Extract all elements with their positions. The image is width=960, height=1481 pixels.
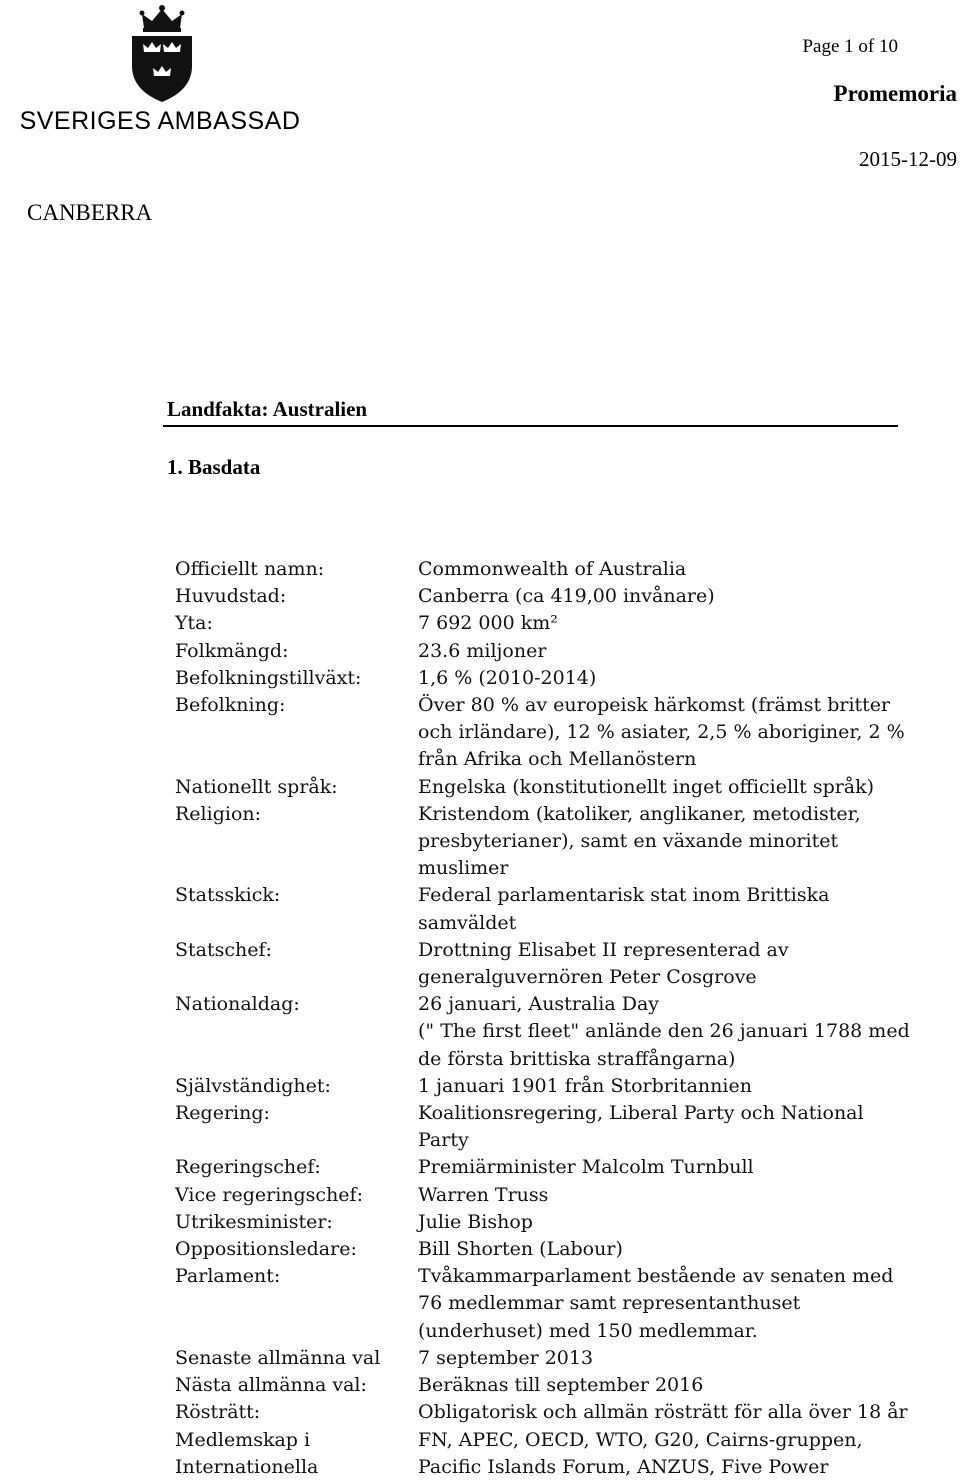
fact-row: [175, 1018, 915, 1072]
fact-value: Canberra (ca 419,00 invånare): [418, 585, 715, 608]
fact-row: [175, 1372, 915, 1399]
fact-row: [175, 801, 915, 883]
fact-value: Över 80 % av europeisk härkomst (främst britter och irländare), 12 % asiater, 2,5 % aboriginer, 2 % från Afrika och Mellanöstern: [418, 694, 905, 771]
fact-value: (" The first fleet" anlände den 26 januari 1788 med de första brittiska straffångarna): [418, 1020, 910, 1070]
fact-value: 7 september 2013: [418, 1346, 594, 1369]
fact-label: Vice regeringschef:: [175, 1183, 363, 1206]
fact-row: [175, 991, 915, 1018]
fact-value: Drottning Elisabet II representerad av generalguvernören Peter Cosgrove: [418, 938, 789, 989]
fact-value: Commonwealth of Australia: [418, 558, 687, 580]
city-name: CANBERRA: [27, 200, 153, 225]
fact-label: Nästa allmänna val:: [175, 1374, 367, 1397]
fact-label: Regering:: [175, 1102, 270, 1125]
facts-table: [175, 556, 915, 1481]
fact-value: 1 januari 1901 från Storbritannien: [418, 1074, 752, 1097]
page-title: Landfakta: Australien: [167, 397, 368, 421]
fact-row: [175, 665, 915, 692]
fact-row: [175, 1427, 915, 1481]
fact-row: [175, 1345, 915, 1372]
embassy-logo: [14, 4, 304, 136]
fact-label: Nationellt språk:: [175, 775, 338, 798]
fact-label: Yta:: [175, 612, 213, 635]
fact-label: Folkmängd:: [175, 639, 289, 662]
fact-value: Bill Shorten (Labour): [418, 1238, 623, 1261]
fact-row: [175, 638, 915, 665]
fact-value: Engelska (konstitutionellt inget officiellt språk): [418, 775, 875, 798]
fact-label: Religion:: [175, 802, 262, 825]
fact-value: Warren Truss: [418, 1183, 549, 1206]
fact-row: [175, 1236, 915, 1263]
page-number: Page 1 of 10: [802, 36, 898, 57]
fact-value: Kristendom (katoliker, anglikaner, metodister, presbyterianer), samt en växande minoritet muslimer: [418, 802, 861, 880]
fact-row: [175, 1100, 915, 1154]
fact-row: [175, 692, 915, 774]
fact-label: Befolkningstillväxt:: [175, 666, 362, 689]
fact-value: Premiärminister Malcolm Turnbull: [418, 1156, 754, 1179]
fact-label: Huvudstad:: [175, 585, 287, 608]
fact-row: [175, 1209, 915, 1236]
fact-label: Statsskick:: [175, 884, 281, 907]
fact-row: [175, 1073, 915, 1100]
fact-label: Befolkning:: [175, 694, 286, 717]
fact-label: Parlament:: [175, 1265, 281, 1288]
document-date: 2015-12-09: [859, 147, 957, 171]
logo-text: SVERIGES AMBASSAD: [19, 107, 301, 135]
fact-value: Julie Bishop: [418, 1210, 533, 1233]
fact-value: Federal parlamentarisk stat inom Brittiska samväldet: [418, 884, 830, 934]
fact-row: [175, 1154, 915, 1181]
fact-value: FN, APEC, OECD, WTO, G20, Cairns-gruppen, Pacific Islands Forum, ANZUS, Five Power: [418, 1428, 863, 1478]
fact-row: [175, 937, 915, 991]
fact-row: [175, 1399, 915, 1426]
fact-value: 1,6 % (2010-2014): [418, 666, 597, 689]
fact-value: Beräknas till september 2016: [418, 1374, 704, 1397]
fact-label: Statschef:: [175, 938, 272, 961]
fact-label: Senaste allmänna val: [175, 1346, 381, 1369]
document-type: Promemoria: [833, 81, 957, 106]
fact-label: Oppositionsledare:: [175, 1238, 357, 1261]
fact-label: Självständighet:: [175, 1074, 331, 1097]
title-divider: [163, 425, 898, 427]
section-heading: 1. Basdata: [167, 455, 261, 479]
fact-label: Utrikesminister:: [175, 1210, 333, 1233]
fact-label: Nationaldag:: [175, 993, 300, 1016]
fact-row: [175, 556, 915, 583]
fact-label: Medlemskap i Internationella: [175, 1428, 319, 1478]
fact-row: [175, 774, 915, 801]
fact-value: 7 692 000 km²: [418, 612, 558, 635]
fact-row: [175, 1263, 915, 1345]
fact-label: Rösträtt:: [175, 1401, 261, 1424]
fact-value: 26 januari, Australia Day: [418, 993, 660, 1016]
fact-value: Obligatorisk och allmän rösträtt för alla över 18 år: [418, 1401, 908, 1424]
fact-value: Koalitionsregering, Liberal Party och National Party: [418, 1102, 864, 1152]
fact-label: Regeringschef:: [175, 1156, 321, 1179]
coat-of-arms-icon: [124, 4, 200, 104]
fact-row: [175, 610, 915, 637]
fact-value: 23.6 miljoner: [418, 639, 547, 662]
fact-row: [175, 882, 915, 936]
fact-value: Tvåkammarparlament bestående av senaten med 76 medlemmar samt representanthuset (underhuset) med 150 medlemmar.: [418, 1265, 894, 1342]
fact-label: Officiellt namn:: [175, 558, 325, 580]
fact-row: [175, 1182, 915, 1209]
fact-row: [175, 583, 915, 610]
